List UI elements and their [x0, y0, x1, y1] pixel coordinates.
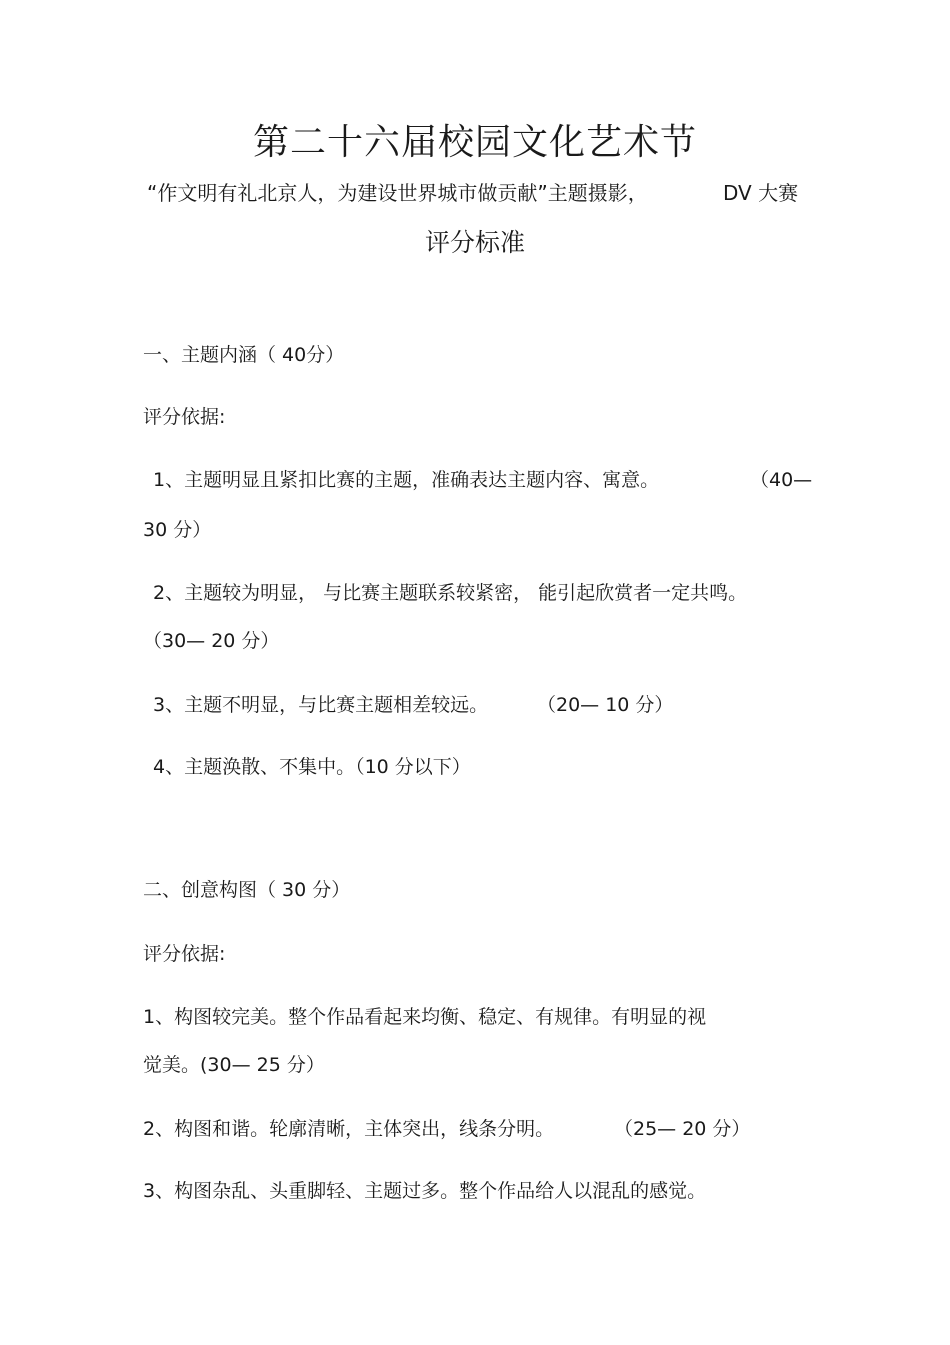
section1-item3-text: 3、主题不明显，与比赛主题相差较远。 [153, 694, 489, 716]
section2-heading: 二、创意构图（ 30 分） [143, 879, 351, 901]
section2-item2-text: 2、构图和谐。轮廓清晰，主体突出，线条分明。 [143, 1118, 555, 1140]
section1-item4-text: 4、主题涣散、不集中。（10 分以下） [153, 756, 471, 778]
document-subheading: 评分标准 [424, 228, 525, 257]
section1-basis: 评分依据: [143, 406, 226, 428]
section2-basis: 评分依据: [143, 943, 226, 965]
section1-item3-score: （20— 10 分） [537, 694, 674, 716]
document-title: 第二十六届校园文化艺术节 [252, 122, 697, 163]
section1-item1-score: （40— [750, 469, 813, 491]
section1-heading: 一、主题内涵（ 40分） [143, 344, 345, 366]
section2-item3-text: 3、构图杂乱、头重脚轻、主题过多。整个作品给人以混乱的感觉。 [143, 1180, 707, 1202]
section2-item1-cont: 觉美。(30— 25 分） [143, 1054, 325, 1076]
section1-item2-text: 2、主题较为明显， 与比赛主题联系较紧密， 能引起欣赏者一定共鸣。 [153, 582, 748, 604]
subtitle-main: “作文明有礼北京人，为建设世界城市做贡献”主题摄影， [147, 181, 648, 205]
document-subtitle [147, 178, 799, 208]
section1-item1-text: 1、主题明显且紧扣比赛的主题，准确表达主题内容、寓意。 [153, 469, 660, 491]
section2-item1-text: 1、构图较完美。整个作品看起来均衡、稳定、有规律。有明显的视 [143, 1006, 707, 1028]
section1-item1-cont: 30 分） [143, 519, 212, 541]
subtitle-tail: DV 大赛 [723, 181, 799, 205]
section1-item2-cont: （30— 20 分） [143, 630, 280, 652]
section2-item2-score: （25— 20 分） [614, 1118, 751, 1140]
